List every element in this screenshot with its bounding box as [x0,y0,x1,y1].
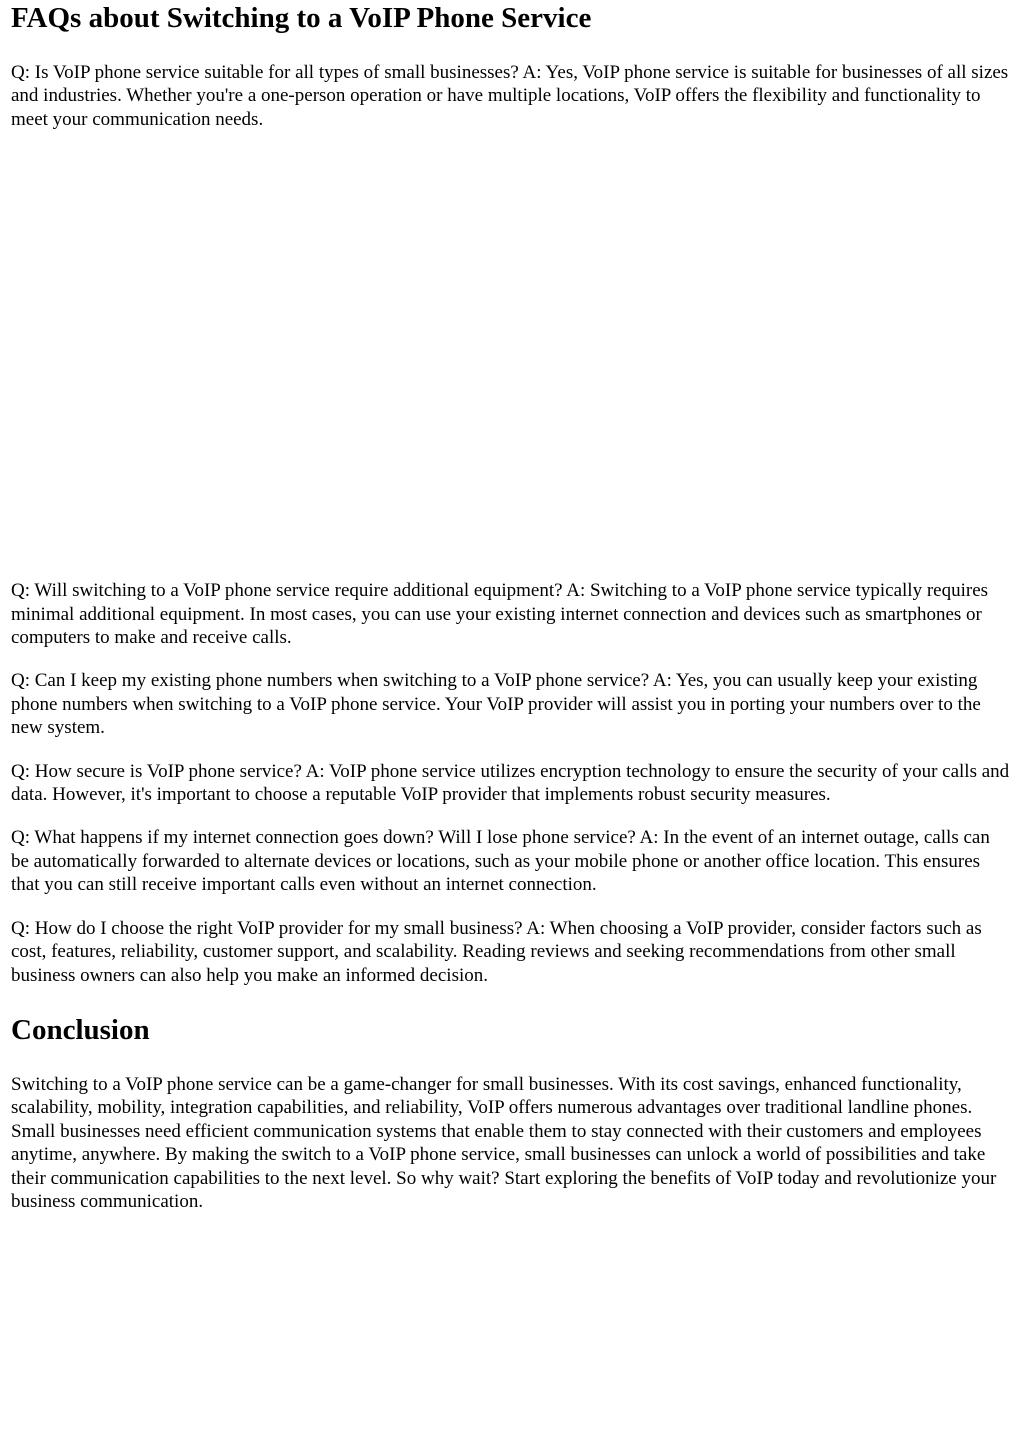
blank-media-area [11,131,1011,579]
conclusion-text: Switching to a VoIP phone service can be a game-changer for small businesses. With its cost savings, enhanced functionality, scalability, mobility, integration capabilities, and reliability, VoIP offers numerous advantages over traditional landline phones. Small businesses need efficient communication systems that enable them to stay connected with their customers and employees anytime, anywhere. By making the switch to a VoIP phone service, small businesses can unlock a world of possibilities and take their communication capabilities to the next level. So why wait? Start exploring the benefits of VoIP today and revolutionize your business communication. [11,1073,997,1212]
article [11,0,1011,1213]
faq-item: Q: Can I keep my existing phone numbers when switching to a VoIP phone service? A: Yes, you can usually keep your existing phone numbers when switching to a VoIP phone service. Your VoIP provider will assist you in porting your numbers over to the new system. [11,670,981,739]
conclusion-heading: Conclusion [11,1013,150,1046]
faq-item: Q: How secure is VoIP phone service? A: VoIP phone service utilizes encryption technology to ensure the security of your calls and data. However, it's important to choose a reputable VoIP provider that implements robust security measures. [11,760,1010,806]
faq-item: Q: Is VoIP phone service suitable for all types of small businesses? A: Yes, VoIP phone service is suitable for businesses of all sizes and industries. Whether you're a one-person operation or have multiple locations, VoIP offers the flexibility and functionality to meet your communication needs. [11,62,1009,130]
faq-item: Q: How do I choose the right VoIP provider for my small business? A: When choosing a VoIP provider, consider factors such as cost, features, reliability, customer support, and scalability. Reading reviews and seeking recommendations from other small business owners can also help you make an informed decision. [11,917,982,986]
faq-heading: FAQs about Switching to a VoIP Phone Service [11,2,592,34]
faq-item: Q: Will switching to a VoIP phone service require additional equipment? A: Switching to a VoIP phone service typically requires minimal additional equipment. In most cases, you can use your existing internet connection and devices such as smartphones or computers to make and receive calls. [11,580,989,649]
faq-item: Q: What happens if my internet connection goes down? Will I lose phone service? A: In the event of an internet outage, calls can be automatically forwarded to alternate devices or locations, such as your mobile phone or another office location. This ensures that you can still receive important calls even without an internet connection. [11,827,990,896]
